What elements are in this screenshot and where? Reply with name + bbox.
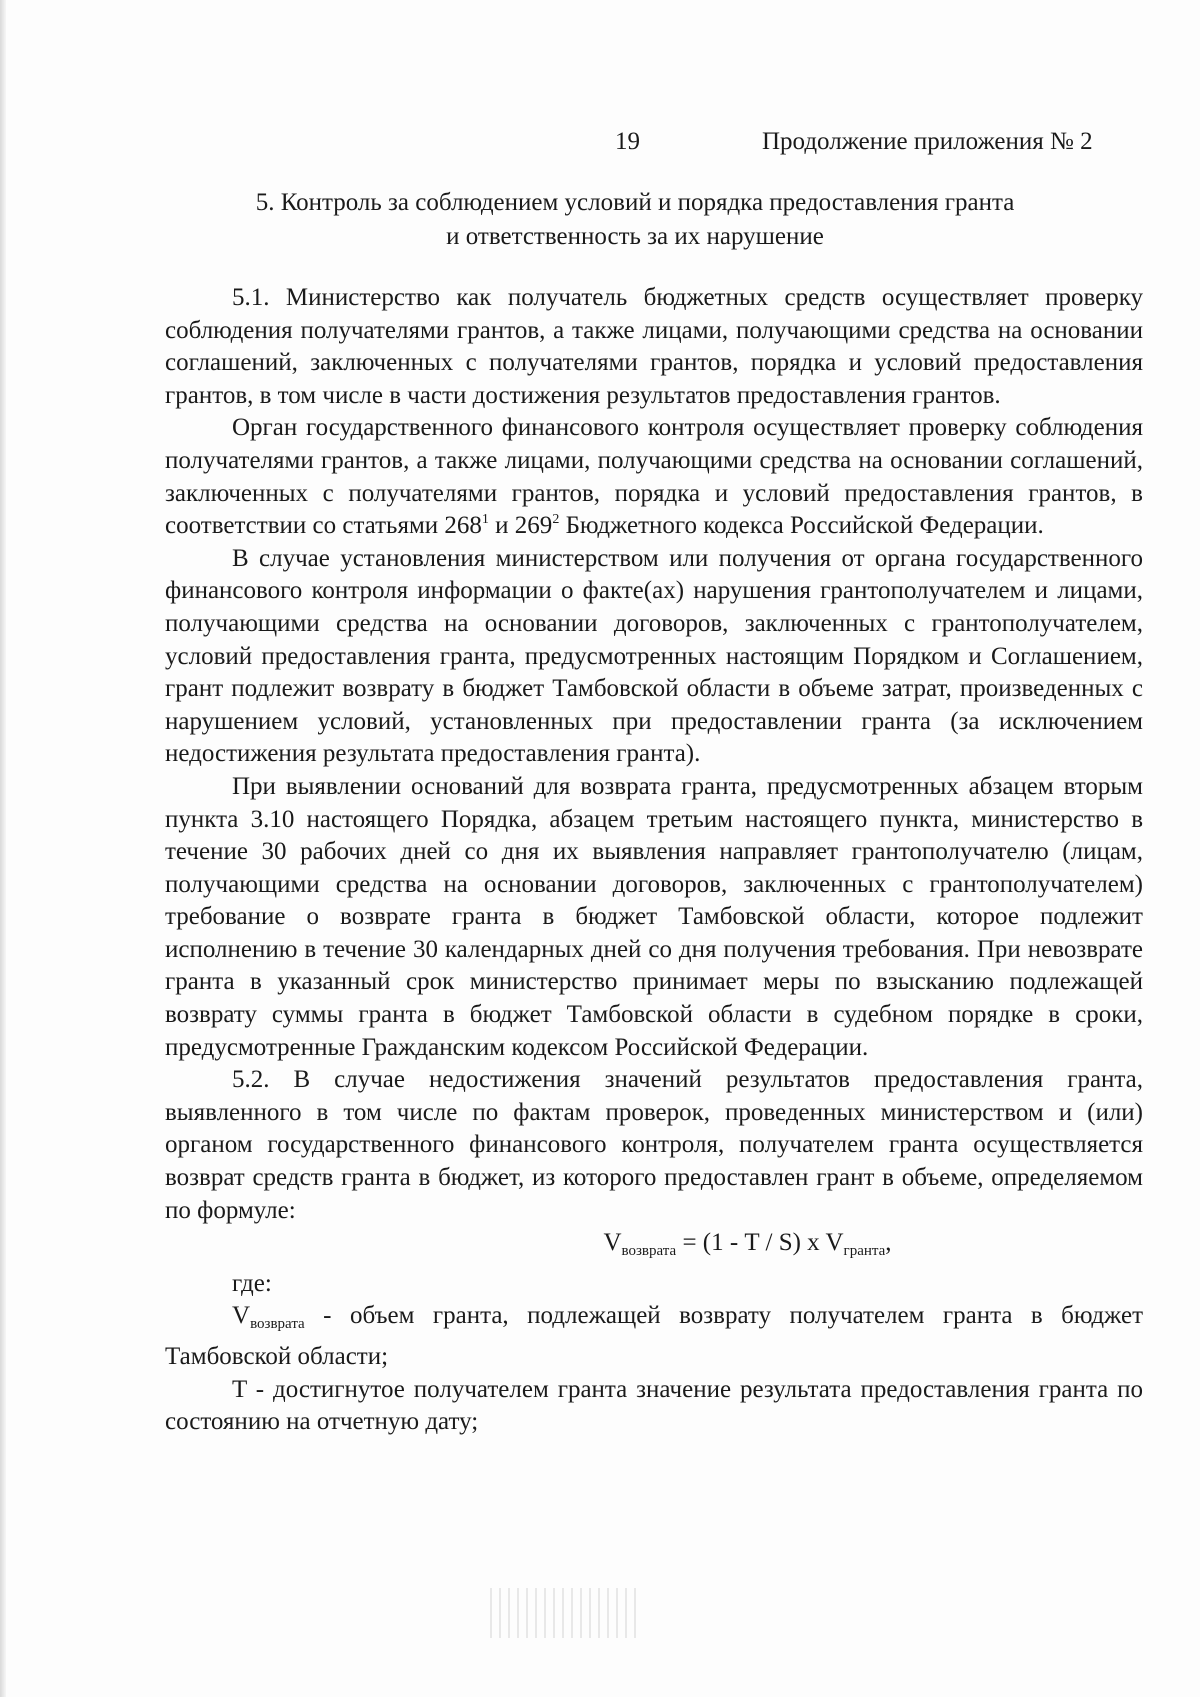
paragraph-5-1: 5.1. Министерство как получатель бюджетных средств осуществляет проверку соблюдения получателями грантов, а также лицами, получающими средства на основании соглашений, заключенных с получателями грантов, порядка и условий предоставления грантов, в том числе в части достижения результатов предоставления грантов.: [165, 284, 1143, 409]
formula-subscript: возврата: [621, 1243, 677, 1260]
formula-subscript: гранта: [843, 1243, 886, 1260]
paragraph-return-procedure: При выявлении оснований для возврата гранта, предусмотренных абзацем вторым пункта 3.10 настоящего Порядка, абзацем третьим настоящего пункта, министерство в течение 30 рабочих дней со дня их выявления направляет грантополучателю (лицам, получающими средства на основании договоров, заключенных с грантополучателем) требование о возврате гранта в бюджет Тамбовской области, которое подлежит исполнению в течение 30 календарных дней со дня получения требования. При невозврате гранта в указанный срок министерство принимает меры по взысканию подлежащей возврату суммы гранта в бюджет Тамбовской области в судебном порядке в сроки, предусмотренные Гражданским кодексом Российской Федерации.: [165, 772, 1143, 1061]
paragraph-financial-control: [165, 412, 1143, 542]
return-formula: [165, 1227, 1143, 1268]
definition-v-return: [165, 1300, 1143, 1373]
faint-stamp-mark: [490, 1588, 640, 1638]
scan-edge: [0, 0, 6, 1697]
superscript: 1: [481, 512, 489, 528]
paragraph-text: Орган государственного финансового контроля осуществляет проверку соблюдения получателями грантов, а также лицами, получающими средства на основании соглашений, заключенных с получателями грантов, порядка и условий предоставления грантов, в соответствии со статьями 268: [165, 414, 1143, 540]
page-header: [0, 128, 1200, 168]
where-label: где:: [232, 1269, 272, 1297]
definition-text: - объем гранта, подлежащей возврату получателем гранта в бюджет Тамбовской области;: [165, 1302, 1143, 1370]
definition-t: T - достигнутое получателем гранта значение результата предоставления гранта по состоянию на отчетную дату;: [165, 1375, 1143, 1436]
formula-end: ,: [885, 1229, 892, 1257]
paragraph-5-2: 5.2. В случае недостижения значений результатов предоставления гранта, выявленного в том числе по фактам проверок, проведенных министерством и (или) органом государственного финансового контроля, получателем гранта осуществляется возврат средств гранта в бюджет, из которого предоставлен грант в объеме, определяемом по формуле:: [165, 1066, 1143, 1224]
document-body: [165, 282, 1143, 1439]
section-title-line-1: 5. Контроль за соблюдением условий и порядка предоставления гранта: [255, 189, 1015, 216]
paragraph-text: Бюджетного кодекса Российской Федерации.: [559, 512, 1044, 540]
section-title-line-2: и ответственность за их нарушение: [446, 223, 824, 250]
formula-expression: = (1 - T / S) x V: [676, 1229, 844, 1257]
paragraph-text: и 269: [488, 512, 553, 540]
formula-symbol: V: [603, 1229, 622, 1257]
superscript: 2: [552, 512, 560, 528]
section-title: [170, 186, 1100, 254]
appendix-continuation: Продолжение приложения № 2: [762, 128, 1093, 155]
definition-symbol: V: [232, 1302, 251, 1330]
page-number: 19: [615, 128, 640, 155]
paragraph-violation: В случае установления министерством или получения от органа государственного финансового контроля информации о факте(ах) нарушения грантополучателем и лицами, получающими средства на основании договоров, заключенных с грантополучателем, условий предоставления гранта, предусмотренных настоящим Порядком и Соглашением, грант подлежит возврату в бюджет Тамбовской области в объеме затрат, произведенных с нарушением условий, установленных при предоставлении гранта (за исключением недостижения результата предоставления гранта).: [165, 544, 1143, 768]
definition-subscript: возврата: [250, 1316, 305, 1333]
